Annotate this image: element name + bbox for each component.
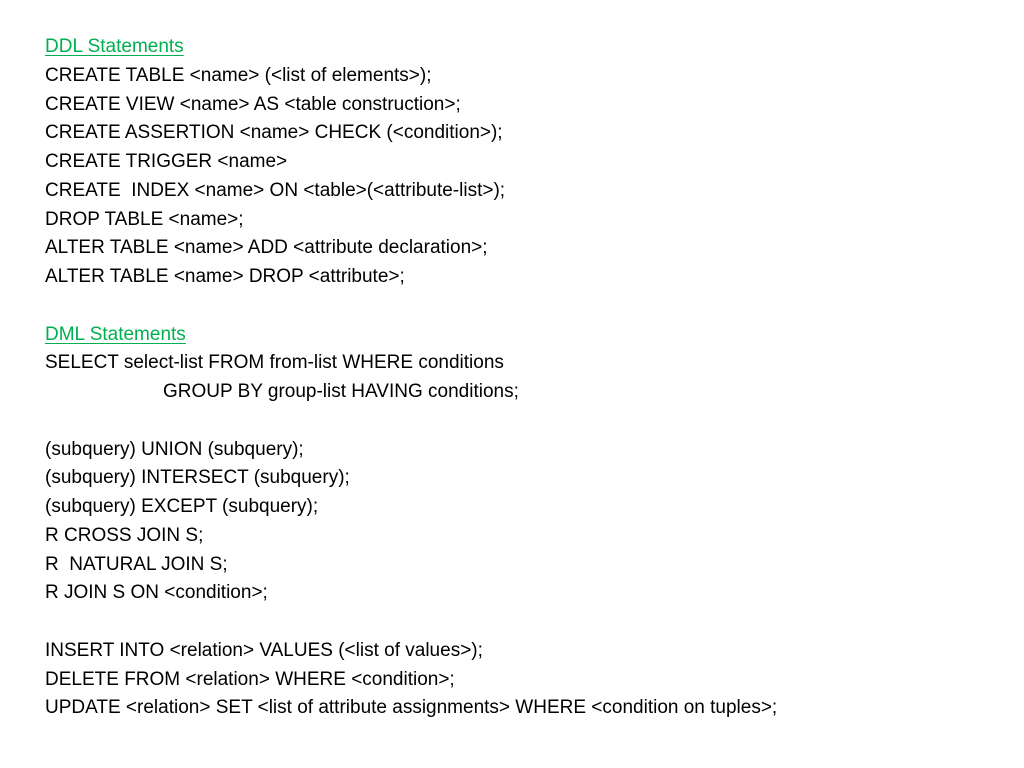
dml-select-line: SELECT select-list FROM from-list WHERE conditions bbox=[45, 352, 504, 374]
ddl-alter-table-drop: ALTER TABLE <name> DROP <attribute>; bbox=[45, 266, 405, 287]
ddl-create-trigger: CREATE TRIGGER <name> bbox=[45, 151, 288, 172]
spacer bbox=[45, 407, 1024, 436]
dml-union: (subquery) UNION (subquery); bbox=[45, 438, 304, 460]
dml-group-by-line: GROUP BY group-list HAVING conditions; bbox=[163, 381, 519, 402]
ddl-heading[interactable]: DDL Statements bbox=[45, 36, 184, 57]
ddl-create-assertion: CREATE ASSERTION <name> CHECK (<condition>); bbox=[45, 122, 503, 144]
ddl-create-index: CREATE INDEX <name> ON <table>(<attribute-list>); bbox=[45, 179, 506, 201]
ddl-create-table: CREATE TABLE <name> (<list of elements>); bbox=[45, 64, 432, 86]
ddl-create-view: CREATE VIEW <name> AS <table construction>; bbox=[45, 93, 461, 115]
dml-except: (subquery) EXCEPT (subquery); bbox=[45, 496, 319, 517]
spacer bbox=[45, 608, 1024, 637]
dml-join-on: R JOIN S ON <condition>; bbox=[45, 582, 268, 604]
dml-delete: DELETE FROM <relation> WHERE <condition>; bbox=[45, 668, 455, 690]
ddl-alter-table-add: ALTER TABLE <name> ADD <attribute declaration>; bbox=[45, 237, 488, 259]
ddl-drop-table: DROP TABLE <name>; bbox=[45, 208, 244, 230]
dml-update: UPDATE <relation> SET <list of attribute assignments> WHERE <condition on tuples>; bbox=[45, 697, 778, 719]
dml-heading[interactable]: DML Statements bbox=[45, 323, 186, 345]
spacer bbox=[45, 292, 1024, 321]
dml-intersect: (subquery) INTERSECT (subquery); bbox=[45, 467, 350, 489]
dml-insert: INSERT INTO <relation> VALUES (<list of values>); bbox=[45, 639, 483, 661]
dml-natural-join: R NATURAL JOIN S; bbox=[45, 553, 228, 575]
dml-cross-join: R CROSS JOIN S; bbox=[45, 524, 204, 546]
